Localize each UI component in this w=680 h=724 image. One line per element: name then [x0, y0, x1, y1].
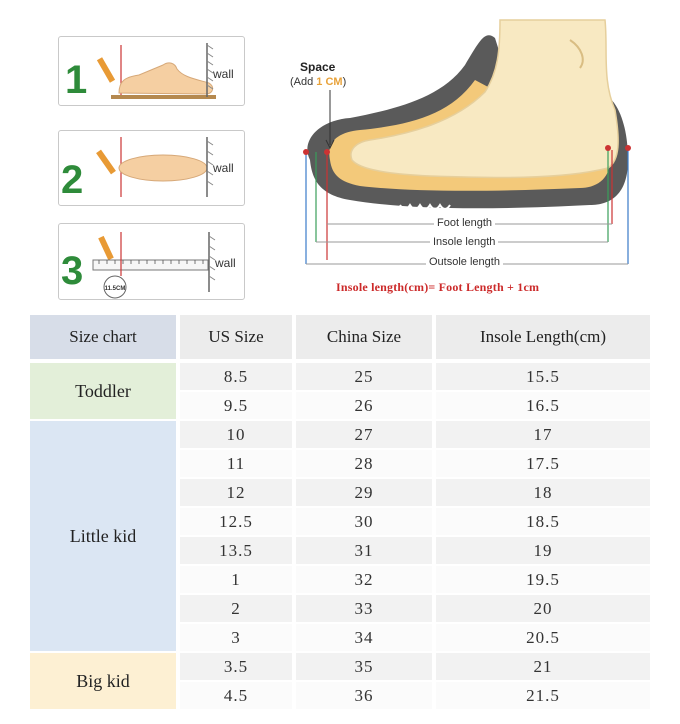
us-size-cell: 4.5	[180, 682, 292, 709]
header-china-size: China Size	[296, 315, 432, 359]
insole-length-cell: 21	[436, 653, 650, 680]
china-size-cell: 29	[296, 479, 432, 506]
pencil-icon	[96, 150, 116, 175]
china-size-cell: 33	[296, 595, 432, 622]
measurement-text: 11.5CM	[104, 286, 126, 292]
step-1-panel	[58, 36, 245, 106]
insole-length-cell: 21.5	[436, 682, 650, 709]
insole-length-cell: 17.5	[436, 450, 650, 477]
pencil-icon	[98, 236, 114, 260]
step-2-panel	[58, 130, 245, 206]
china-size-cell: 35	[296, 653, 432, 680]
shoe-diagram	[290, 10, 650, 290]
space-note	[290, 76, 346, 88]
foot-length-label: Foot length	[434, 217, 495, 229]
space-note-prefix: (Add	[290, 76, 317, 88]
china-size-cell: 31	[296, 537, 432, 564]
us-size-cell: 11	[180, 450, 292, 477]
china-size-cell: 32	[296, 566, 432, 593]
group-little-kid: Little kid	[30, 421, 176, 651]
china-size-cell: 26	[296, 392, 432, 419]
header-size-chart: Size chart	[30, 315, 176, 359]
insole-length-cell: 16.5	[436, 392, 650, 419]
group-toddler: Toddler	[30, 363, 176, 419]
china-size-cell: 27	[296, 421, 432, 448]
us-size-cell: 2	[180, 595, 292, 622]
step-number: 2	[61, 158, 84, 202]
step-number: 1	[65, 58, 88, 102]
space-note-suffix: )	[342, 76, 347, 88]
insole-length-cell: 19	[436, 537, 650, 564]
us-size-cell: 9.5	[180, 392, 292, 419]
floor-board	[111, 95, 216, 99]
space-note-value: 1 CM	[316, 76, 343, 88]
ruler-icon	[93, 260, 208, 270]
insole-length-cell: 18	[436, 479, 650, 506]
foot-icon	[119, 155, 207, 181]
china-size-cell: 34	[296, 624, 432, 651]
foot-icon	[119, 63, 213, 94]
step-number: 3	[61, 249, 84, 293]
space-title: Space	[300, 60, 336, 74]
insole-length-cell: 15.5	[436, 363, 650, 390]
us-size-cell: 10	[180, 421, 292, 448]
us-size-cell: 12.5	[180, 508, 292, 535]
insole-formula: Insole length(cm)= Foot Length + 1cm	[336, 280, 540, 294]
wall-label: wall	[215, 256, 236, 270]
us-size-cell: 8.5	[180, 363, 292, 390]
china-size-cell: 36	[296, 682, 432, 709]
header-insole-length: Insole Length(cm)	[436, 315, 650, 359]
pencil-icon	[97, 57, 115, 83]
insole-length-cell: 20.5	[436, 624, 650, 651]
wall-label: wall	[213, 161, 234, 175]
insole-length-cell: 20	[436, 595, 650, 622]
insole-length-cell: 17	[436, 421, 650, 448]
us-size-cell: 13.5	[180, 537, 292, 564]
step-3-panel	[58, 223, 245, 300]
insole-length-cell: 19.5	[436, 566, 650, 593]
insole-length-cell: 18.5	[436, 508, 650, 535]
china-size-cell: 30	[296, 508, 432, 535]
us-size-cell: 1	[180, 566, 292, 593]
insole-length-label: Insole length	[430, 236, 498, 248]
us-size-cell: 12	[180, 479, 292, 506]
header-us-size: US Size	[180, 315, 292, 359]
china-size-cell: 25	[296, 363, 432, 390]
china-size-cell: 28	[296, 450, 432, 477]
us-size-cell: 3	[180, 624, 292, 651]
wall-label: wall	[213, 67, 234, 81]
outsole-length-label: Outsole length	[426, 256, 503, 268]
us-size-cell: 3.5	[180, 653, 292, 680]
group-big-kid: Big kid	[30, 653, 176, 709]
